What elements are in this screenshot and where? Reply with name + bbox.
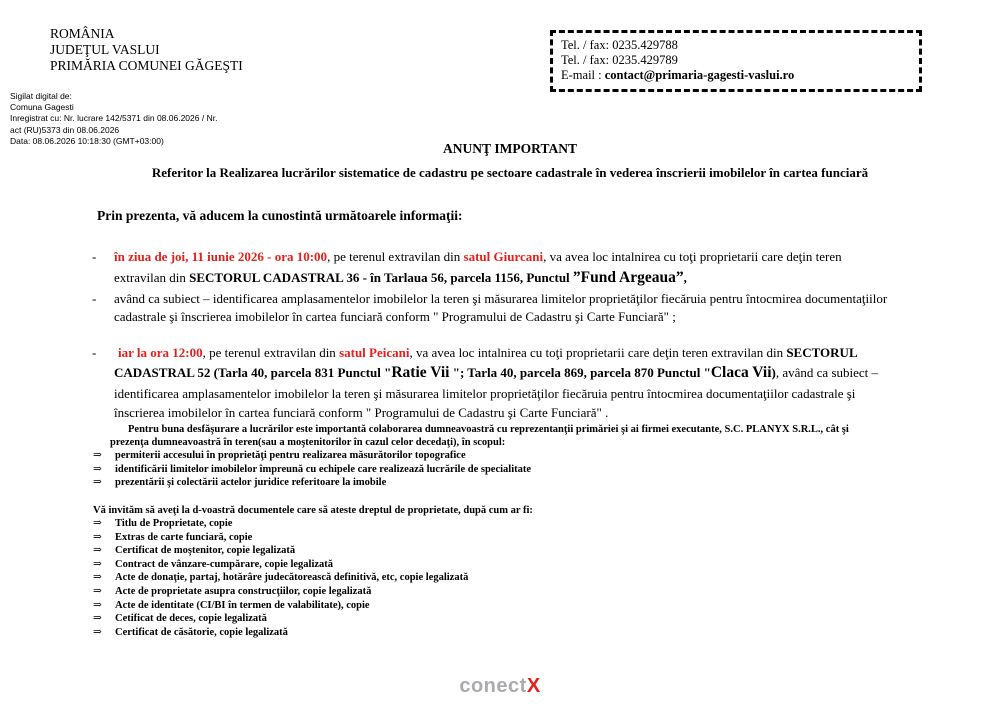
collab-line1: Pentru buna desfăşurare a lucrărilor este importantă colaborarea dumneavoastră cu reprezentanţii primăriei şi ai firmei executante, S.C. PLANYX S.R.L., cât şi <box>128 424 849 435</box>
collab-line2: prezenţa dumneavoastră în teren(sau a moştenitorilor în cazul celor decedaţi), în scopul: <box>110 437 506 448</box>
list-item: ⇒ Acte de donaţie, partaj, hotărâre judecătorească definitivă, etc, copie legalizată <box>93 572 469 584</box>
arrow-right-icon: ⇒ <box>93 450 102 461</box>
item1-line1 <box>114 248 842 266</box>
list-item: ⇒ Cetificat de deces, copie legalizată <box>93 613 267 625</box>
collab-list <box>93 449 531 490</box>
item3-text4: ) <box>771 365 776 380</box>
item3-text5: , având ca subiect – <box>775 365 879 380</box>
header-country: ROMÂNIA <box>50 26 115 41</box>
item3-place1: Ratie Vii <box>391 364 450 381</box>
list-item: ⇒ Contract de vânzare-cumpărare, copie legalizată <box>93 558 334 570</box>
contact-email-line <box>561 68 919 83</box>
item2-dash: - <box>92 291 97 306</box>
list-item: ⇒ Acte de identitate (CI/BI în termen de valabilitate), copie <box>93 599 370 611</box>
conectx-logo <box>0 675 1000 698</box>
item1-text4: , <box>683 270 687 285</box>
signature-line: Inregistrat cu: Nr. lucrare 142/5371 din 08.06.2026 / Nr. <box>10 113 218 124</box>
list-item: ⇒ Certificat de căsătorie, copie legalizată <box>93 626 288 638</box>
item1-text1: , pe terenul extravilan din <box>327 249 464 264</box>
list-item: ⇒ Titlu de Proprietate, copie <box>93 518 233 529</box>
document-title: ANUNŢ IMPORTANT <box>443 141 577 156</box>
item1-dash: - <box>92 249 97 264</box>
list-item: ⇒ identificării limitelor imobilelor împreună cu echipele care realizează lucrările de specialitate <box>93 463 532 475</box>
item3-sector2: CADASTRAL 52 (Tarla 40, parcela 831 Punctul " <box>114 365 392 380</box>
list-item: ⇒ permiterii accesului în proprietăţi pentru realizarea măsurătorilor topografice <box>93 450 466 461</box>
docs-intro: Vă invităm să aveţi la d-voastră documentele care să ateste dreptul de proprietate, după cum ar fi: <box>93 505 533 516</box>
signature-line: Comuna Gagesti <box>10 102 74 113</box>
item3-line2 <box>114 364 878 382</box>
item3-time: iar la ora 12:00 <box>118 345 203 360</box>
arrow-right-icon: ⇒ <box>93 626 102 638</box>
item1-text3: extravilan din <box>114 270 190 285</box>
item3-village: satul Peicani <box>339 345 410 360</box>
item1-line2 <box>114 269 687 287</box>
contact-box <box>550 30 922 92</box>
item1-sector: SECTORUL CADASTRAL 36 - în Tarlaua 56, parcela 1156, Punctul <box>189 270 573 285</box>
item1-text2: , va avea loc intalnirea cu toţi proprietarii care deţin teren <box>543 249 842 264</box>
arrow-right-icon: ⇒ <box>93 518 102 529</box>
item3-text1: , pe terenul extravilan din <box>202 345 340 360</box>
list-item: ⇒ Acte de proprietate asupra construcţiilor, copie legalizată <box>93 585 372 597</box>
document-subtitle: Referitor la Realizarea lucrărilor sistematice de cadastru pe sectoare cadastrale în vederea înscrierii imobilelor în cartea funciară <box>151 165 869 180</box>
item2-line2: cadastrale şi înscrierea imobilelor în cartea funciară conform " Programului de Cadastru şi Carte Funciară" ; <box>114 309 676 324</box>
signature-line: Data: 08.06.2026 10:18:30 (GMT+03:00) <box>10 135 164 146</box>
docs-list <box>93 517 468 639</box>
contact-tel-1: Tel. / fax: 0235.429788 <box>561 38 678 52</box>
contact-tel-2: Tel. / fax: 0235.429789 <box>561 53 678 67</box>
digital-signature <box>10 91 217 147</box>
list-item: ⇒ Extras de carte funciară, copie <box>93 531 253 543</box>
item3-dash: - <box>92 345 97 360</box>
item3-text3: "; Tarla 40, parcela 869, parcela 870 Punctul " <box>449 365 711 380</box>
arrow-right-icon: ⇒ <box>93 463 102 475</box>
contact-email-link[interactable]: contact@primaria-gagesti-vaslui.ro <box>604 68 795 82</box>
contact-email-label: E-mail : <box>561 68 605 82</box>
arrow-right-icon: ⇒ <box>93 558 102 570</box>
intro-text: Prin prezenta, vă aducem la cunostintă următoarele informaţii: <box>97 208 463 223</box>
item1-village: satul Giurcani <box>463 249 544 264</box>
item3-line3: identificarea amplasamentelor imobilelor la teren şi măsurarea limitelor proprietăţilor fiecăruia pentru întocmirea documentaţiilor cadastrale şi <box>114 386 856 401</box>
arrow-right-icon: ⇒ <box>93 585 102 597</box>
header-county: JUDEŢUL VASLUI <box>50 42 160 57</box>
arrow-right-icon: ⇒ <box>93 545 102 557</box>
item1-date: în ziua de joi, 11 iunie 2026 - ora 10:00 <box>114 249 328 264</box>
item3-line1 <box>118 344 858 362</box>
logo-x: X <box>526 675 541 697</box>
item3-sector1: SECTORUL <box>786 345 858 360</box>
item3-line4: înscrierea imobilelor în cartea funciară conform " Programului de Cadastru şi Carte Funciară" . <box>114 405 609 420</box>
arrow-right-icon: ⇒ <box>93 531 102 543</box>
arrow-right-icon: ⇒ <box>93 599 102 611</box>
item2-line1: având ca subiect – identificarea amplasamentelor imobilelor la teren şi măsurarea limitelor proprietăţilor fiecăruia pentru întocmirea documentaţiilor <box>114 291 888 306</box>
list-item: ⇒ Certificat de moştenitor, copie legalizată <box>93 545 296 557</box>
item1-place: ”Fund Argeaua” <box>572 269 684 286</box>
institution-header <box>50 26 243 74</box>
list-item: ⇒ prezentării şi colectării actelor juridice referitoare la imobile <box>93 477 387 489</box>
signature-line: act (RU)5373 din 08.06.2026 <box>10 124 120 135</box>
item3-text2: , va avea loc intalnirea cu toţi proprietarii care deţin teren extravilan din <box>409 345 787 360</box>
arrow-right-icon: ⇒ <box>93 477 102 489</box>
item3-place2: Claca Vii <box>710 364 772 381</box>
logo-text: conect <box>459 675 527 697</box>
arrow-right-icon: ⇒ <box>93 613 102 625</box>
header-townhall: PRIMĂRIA COMUNEI GĂGEŞTI <box>50 58 243 73</box>
arrow-right-icon: ⇒ <box>93 572 102 584</box>
signature-line: Sigilat digital de: <box>10 91 72 101</box>
